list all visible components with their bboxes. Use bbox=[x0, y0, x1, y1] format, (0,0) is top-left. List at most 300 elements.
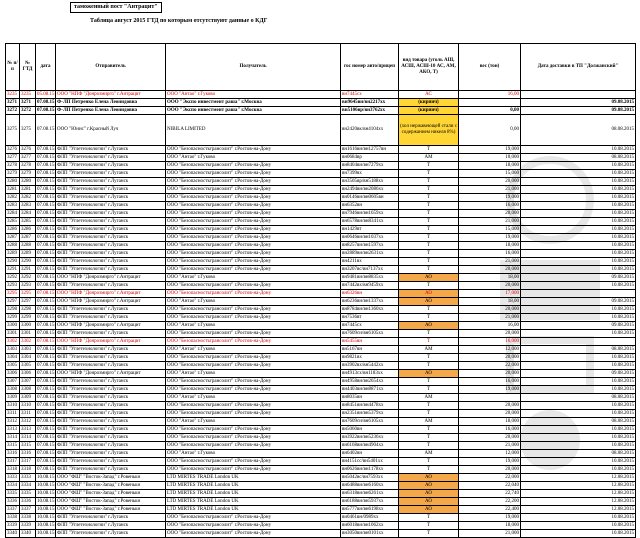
gtd-number: 3305 bbox=[20, 362, 36, 370]
table-row bbox=[6, 378, 636, 386]
table-row bbox=[6, 210, 636, 218]
row-date: 07.08.15 bbox=[37, 274, 55, 280]
cargo-type: Т bbox=[399, 210, 459, 218]
delivery-date: 10.08.2015 bbox=[521, 226, 636, 234]
table-row bbox=[6, 346, 636, 354]
plate-number: вн6578вн/вн8341хх bbox=[341, 218, 399, 226]
plate-number: вн2351вн/вн5379хх bbox=[341, 410, 399, 418]
sender: ФЛП "Углетехнологии" г.Луганск bbox=[56, 314, 166, 322]
delivery-date: 09.08.2015 bbox=[521, 107, 636, 115]
cargo-type: Т bbox=[399, 162, 459, 170]
gtd-number: 3279 bbox=[20, 170, 36, 178]
gtd-number: 3280 bbox=[20, 178, 36, 186]
weight: 19,000 bbox=[459, 458, 521, 466]
cargo-type: Т bbox=[399, 250, 459, 258]
gtd-number: 3283 bbox=[20, 202, 36, 210]
row-num: 3310 bbox=[6, 402, 20, 410]
gtd-number: 3306 bbox=[20, 370, 36, 378]
row-num: 3278 bbox=[6, 162, 20, 170]
table-row bbox=[6, 418, 636, 426]
plate-number: вн5455вн bbox=[341, 338, 399, 346]
gtd-number: 3310 bbox=[20, 402, 36, 410]
row-num: 3298 bbox=[6, 306, 20, 314]
cargo-type: АО bbox=[399, 506, 459, 514]
sender: ФЛП "Углетехнологии" г.Луганск bbox=[56, 306, 166, 314]
row-num: 3272 bbox=[6, 107, 20, 115]
cargo-type: Т bbox=[399, 354, 459, 362]
plate-number: вн6188вн/вн5937хх bbox=[341, 498, 399, 506]
plate-number: вн1616вн/вн12757вн bbox=[341, 146, 399, 154]
gtd-number: 3281 bbox=[20, 186, 36, 194]
plate-number: вн6352вн bbox=[341, 202, 399, 210]
table-row bbox=[6, 402, 636, 410]
weight: 19,000 bbox=[459, 146, 521, 154]
cargo-type: Т bbox=[399, 434, 459, 442]
recipient: ООО "Безопасностьтрансолит" г.Ростов-на-Дону bbox=[166, 210, 341, 218]
cargo-type: Т bbox=[399, 402, 459, 410]
recipient: ООО "Безопасностьтрансолит" г.Ростов-на-Дону bbox=[166, 458, 341, 466]
plate-number: вн6236вн/вн1337хх bbox=[341, 298, 399, 306]
cargo-type: (хол нержавеющей стали с содержанием никеля 8%) bbox=[399, 115, 459, 146]
plate-number: вн0461вн/0989хх bbox=[341, 514, 399, 522]
recipient: ООО "Безопасностьтрансолит" г.Ростов-на-Дону bbox=[166, 162, 341, 170]
row-num: 3300 bbox=[6, 322, 20, 330]
delivery-date: 08.08.2015 bbox=[521, 394, 636, 402]
recipient: ООО "Антао" г.Гуково bbox=[166, 274, 341, 282]
row-num: 3336 bbox=[6, 498, 20, 506]
plate-number: вн5060вн bbox=[341, 426, 399, 434]
recipient: ООО "Безопасностьтрансолит" г.Ростов-на-Дону bbox=[166, 146, 341, 154]
plate-number: вн5042вс/вн7593хх bbox=[341, 474, 399, 482]
recipient: ООО "Антао" г.Гуково bbox=[166, 298, 341, 306]
sender: ФЛП "Углетехнологии" г.Луганск bbox=[56, 186, 166, 194]
weight: 19,000 bbox=[459, 234, 521, 242]
cargo-type: Т bbox=[399, 258, 459, 266]
sender: ФЛП "Углетехнологии" г.Луганск bbox=[56, 266, 166, 274]
plate-number: вн3922вн/вн5236хх bbox=[341, 434, 399, 442]
row-num: 3288 bbox=[6, 242, 20, 250]
weight: 16,000 bbox=[459, 338, 521, 346]
weight: 18,00 bbox=[459, 274, 521, 282]
row-date: 10.08.15 bbox=[37, 482, 55, 488]
table-row bbox=[6, 298, 636, 306]
weight: 16,000 bbox=[459, 426, 521, 434]
sender: ФЛП "Углетехнологии" г.Луганск bbox=[56, 178, 166, 186]
table-row bbox=[6, 506, 636, 514]
gtd-number: 3275 bbox=[20, 115, 36, 146]
weight: 18,00 bbox=[459, 298, 521, 306]
table-row bbox=[6, 442, 636, 450]
recipient: ООО "Антао" г.Гуково bbox=[166, 154, 341, 162]
row-num: 3314 bbox=[6, 434, 20, 442]
delivery-date: 10.08.2015 bbox=[521, 218, 636, 226]
recipient: ООО "Безопасностьтрансолит" г.Ростов-на-Дону bbox=[166, 466, 341, 474]
recipient: ООО "Безопасностьтрансолит" г.Ростов-на-Дону bbox=[166, 170, 341, 178]
row-date: 07.08.15 bbox=[37, 314, 55, 320]
cargo-type: (кирпич) bbox=[399, 107, 459, 115]
plate-number: вн0626вн/вн1178хх bbox=[341, 466, 399, 474]
row-date: 07.08.15 bbox=[37, 162, 55, 168]
sender: ФЛП "Углетехнологии" г.Луганск bbox=[56, 242, 166, 250]
cargo-type: Т bbox=[399, 194, 459, 202]
delivery-date: 10.08.2015 bbox=[521, 186, 636, 194]
row-num: 3333 bbox=[6, 474, 20, 482]
plate-number: вн6488вн/вн6160хх bbox=[341, 482, 399, 490]
delivery-date bbox=[521, 91, 636, 99]
plate-number: вн4913сх/вн1183хх bbox=[341, 370, 399, 378]
table-row bbox=[6, 290, 636, 298]
table-row bbox=[6, 107, 636, 115]
sender: ФЛП "Углетехнологии" г.Луганск bbox=[56, 154, 166, 162]
sender: ФЛП "Углетехнологии" г.Луганск bbox=[56, 346, 166, 354]
delivery-date: 10.08.2015 bbox=[521, 266, 636, 274]
row-date: 07.08.15 bbox=[37, 442, 55, 448]
cargo-type: Т bbox=[399, 386, 459, 394]
gtd-number: 3340 bbox=[20, 530, 36, 538]
row-date: 07.08.15 bbox=[37, 218, 55, 224]
row-date: 07.08.15 bbox=[37, 154, 55, 160]
row-date: 07.08.15 bbox=[37, 466, 55, 472]
gtd-number: 3284 bbox=[20, 210, 36, 218]
table-row bbox=[6, 522, 636, 530]
row-date: 07.08.15 bbox=[37, 234, 55, 240]
plate-number: вн7442вх/вн9459хх bbox=[341, 282, 399, 290]
col-header-sender: Отправитель bbox=[56, 44, 166, 91]
sender: ООО "ФШ" "Восток-Запад" г.Ровеньки bbox=[56, 482, 166, 490]
table-row bbox=[6, 154, 636, 162]
recipient: LTD MIRTES TRADE London UK bbox=[166, 474, 341, 482]
delivery-date: 10.08.2015 bbox=[521, 330, 636, 338]
recipient: ООО "Безопасностьтрансолит" г.Ростов-на-Дону bbox=[166, 338, 341, 346]
plate-number: вн6402вн bbox=[341, 450, 399, 458]
delivery-date: 09.08.2015 bbox=[521, 322, 636, 330]
delivery-date: 12.08.2015 bbox=[521, 506, 636, 514]
cargo-type: Т bbox=[399, 410, 459, 418]
gtd-number: 3303 bbox=[20, 346, 36, 354]
delivery-date: 08.08.2015 bbox=[521, 450, 636, 458]
recipient: LTD MIRTES TRADE London UK bbox=[166, 482, 341, 490]
row-num: 3284 bbox=[6, 210, 20, 218]
delivery-date: 10.08.2015 bbox=[521, 410, 636, 418]
gtd-number: 3298 bbox=[20, 306, 36, 314]
delivery-date: 10.08.2015 bbox=[521, 258, 636, 266]
table-row bbox=[6, 330, 636, 338]
cargo-type: АМ bbox=[399, 450, 459, 458]
row-num: 3299 bbox=[6, 314, 20, 322]
delivery-date: 10.08.2015 bbox=[521, 458, 636, 466]
table-row bbox=[6, 514, 636, 522]
weight: 22,040 bbox=[459, 482, 521, 490]
cargo-type: Т bbox=[399, 186, 459, 194]
gtd-number: 3338 bbox=[20, 514, 36, 522]
delivery-date: 12.08.2015 bbox=[521, 498, 636, 506]
sender: ФЛП "Углетехнологии" г.Луганск bbox=[56, 202, 166, 210]
col-header-delivery: Дата доставки в ТП "Должанский" bbox=[521, 44, 636, 91]
recipient: ООО "Безопасностьтрансолит" г.Ростов-на-Дону bbox=[166, 218, 341, 226]
row-num: 3286 bbox=[6, 226, 20, 234]
plate-number: вн3207вс/вн7137хх bbox=[341, 266, 399, 274]
weight: 20,000 bbox=[459, 306, 521, 314]
gtd-number: 3288 bbox=[20, 242, 36, 250]
cargo-type: АМ bbox=[399, 418, 459, 426]
gtd-number: 3278 bbox=[20, 162, 36, 170]
delivery-date: 10.08.2015 bbox=[521, 314, 636, 322]
cargo-type: АО bbox=[399, 474, 459, 482]
delivery-date: 10.08.2015 bbox=[521, 234, 636, 242]
gtd-number: 3299 bbox=[20, 314, 36, 322]
table-row bbox=[6, 362, 636, 370]
sender: ООО "ФШ" "Восток-Запад" г.Ровеньки bbox=[56, 506, 166, 514]
table-row bbox=[6, 242, 636, 250]
delivery-date: 10.08.2015 bbox=[521, 378, 636, 386]
sender: ФЛП "Углетехнологии" г.Луганск bbox=[56, 330, 166, 338]
gtd-number: 3293 bbox=[20, 282, 36, 290]
gtd-number: 3300 bbox=[20, 322, 36, 330]
table-row bbox=[6, 282, 636, 290]
table-row bbox=[6, 386, 636, 394]
sender: ООО "Юнис" г.Красный Луч bbox=[56, 115, 166, 146]
plate-number: вн9821вх bbox=[341, 354, 399, 362]
sender: ФЛП "Углетехнологии" г.Луганск bbox=[56, 466, 166, 474]
row-num: 3340 bbox=[6, 530, 20, 538]
row-num: 3305 bbox=[6, 362, 20, 370]
delivery-date: 10.08.2015 bbox=[521, 202, 636, 210]
cargo-type: Т bbox=[399, 170, 459, 178]
recipient: ООО "Экспо инвестмент раша" г.Москва bbox=[166, 99, 341, 107]
plate-number: вн3050вн/вн0101хх bbox=[341, 530, 399, 538]
row-date: 07.08.15 bbox=[37, 258, 55, 264]
row-num: 3280 bbox=[6, 178, 20, 186]
recipient: LTD MIRTES TRADE London UK bbox=[166, 506, 341, 514]
cargo-type: Т bbox=[399, 242, 459, 250]
row-num: 3293 bbox=[6, 282, 20, 290]
weight: 19,000 bbox=[459, 194, 521, 202]
recipient: ООО "Безопасностьтрансолит" г.Ростов-на-Дону bbox=[166, 514, 341, 522]
recipient: ООО "Безопасностьтрансолит" г.Ростов-на-Дону bbox=[166, 186, 341, 194]
sender: ФЛП "Углетехнологии" г.Луганск bbox=[56, 226, 166, 234]
cargo-type: АМ bbox=[399, 346, 459, 354]
recipient: ООО "Безопасностьтрансолит" г.Ростов-на-Дону bbox=[166, 434, 341, 442]
table-row bbox=[6, 162, 636, 170]
row-num: 3334 bbox=[6, 482, 20, 490]
row-num: 3276 bbox=[6, 146, 20, 154]
sender: ФЛП "Углетехнологии" г.Луганск bbox=[56, 530, 166, 538]
table-row bbox=[6, 306, 636, 314]
recipient: ООО "Безопасностьтрансолит" г.Ростов-на-Дону bbox=[166, 362, 341, 370]
delivery-date: 10.08.2015 bbox=[521, 146, 636, 154]
table-header-row bbox=[6, 44, 636, 91]
table-row bbox=[6, 258, 636, 266]
sender: ООО "НПФ "Донрозмирго" г.Антрацит bbox=[56, 298, 166, 306]
cargo-type: АО bbox=[399, 498, 459, 506]
weight: 18,000 bbox=[459, 522, 521, 530]
table-row bbox=[6, 266, 636, 274]
delivery-date: 09.08.2015 bbox=[521, 298, 636, 306]
row-num: 3285 bbox=[6, 218, 20, 226]
delivery-date: 10.08.2015 bbox=[521, 466, 636, 474]
weight: 16,00 bbox=[459, 91, 521, 99]
plate-number: вн1429вт bbox=[341, 226, 399, 234]
weight: 20,000 bbox=[459, 266, 521, 274]
delivery-date: 09.08.2015 bbox=[521, 99, 636, 107]
recipient: LTD MIRTES TRADE London UK bbox=[166, 490, 341, 498]
cargo-type: (кирпич) bbox=[399, 99, 459, 107]
weight bbox=[459, 99, 521, 107]
cargo-type: Т bbox=[399, 378, 459, 386]
recipient: ООО "Безопасностьтрансолит" г.Ростов-на-Дону bbox=[166, 202, 341, 210]
row-num: 3279 bbox=[6, 170, 20, 178]
recipient: ООО "Антао" г.Гуково bbox=[166, 394, 341, 402]
col-header-plate: гос номер авто/прицеп bbox=[341, 44, 399, 91]
delivery-date: 08.08.2015 bbox=[521, 154, 636, 162]
row-num: 3277 bbox=[6, 154, 20, 162]
row-num: 3315 bbox=[6, 442, 20, 450]
plate-number: вн7445сх bbox=[341, 91, 399, 99]
plate-number: вн5777вн/вн6198хх bbox=[341, 506, 399, 514]
cargo-type: Т bbox=[399, 426, 459, 434]
cargo-type: АО bbox=[399, 290, 459, 298]
row-date: 07.08.15 bbox=[37, 266, 55, 272]
cargo-type: АС bbox=[399, 91, 459, 99]
row-num: 3311 bbox=[6, 410, 20, 418]
gtd-number: 3308 bbox=[20, 386, 36, 394]
sender: ФЛП "Углетехнологии" г.Луганск bbox=[56, 258, 166, 266]
row-date: 07.08.15 bbox=[37, 386, 55, 392]
table-row bbox=[6, 490, 636, 498]
delivery-date: 10.08.2015 bbox=[521, 210, 636, 218]
table-row bbox=[6, 354, 636, 362]
table-row bbox=[6, 202, 636, 210]
weight: 22,740 bbox=[459, 490, 521, 498]
recipient: ООО "Безопасностьтрансолит" г.Ростов-на-Дону bbox=[166, 530, 341, 538]
delivery-date: 12.08.2015 bbox=[521, 490, 636, 498]
cargo-type: АО bbox=[399, 370, 459, 378]
customs-post-label: таможенный пост "Антрацит" bbox=[70, 2, 162, 13]
cargo-type: Т bbox=[399, 314, 459, 322]
recipient: ООО "Безопасностьтрансолит" г.Ростов-на-Дону bbox=[166, 178, 341, 186]
row-num: 3292 bbox=[6, 274, 20, 282]
sender: ФЛП "Углетехнологии" г.Луганск bbox=[56, 410, 166, 418]
cargo-type: Т bbox=[399, 330, 459, 338]
weight: 20,000 bbox=[459, 178, 521, 186]
weight: 21,000 bbox=[459, 258, 521, 266]
plate-number: вн0646вн/вн1037хх bbox=[341, 234, 399, 242]
row-date: 07.08.15 bbox=[37, 394, 55, 400]
row-num: 3338 bbox=[6, 514, 20, 522]
table-row bbox=[6, 91, 636, 99]
gtd-number: 3272 bbox=[20, 107, 36, 115]
weight: 21,000 bbox=[459, 218, 521, 226]
row-num: 3316 bbox=[6, 450, 20, 458]
gtd-number: 3318 bbox=[20, 466, 36, 474]
cargo-type: АО bbox=[399, 298, 459, 306]
plate-number: вн8404вн/вн7279хх bbox=[341, 162, 399, 170]
table-row bbox=[6, 338, 636, 346]
recipient: ООО "Антао" г.Гуково bbox=[166, 322, 341, 330]
sender: ФЛП "Углетехнологии" г.Луганск bbox=[56, 362, 166, 370]
gtd-number: 3311 bbox=[20, 410, 36, 418]
cargo-type: Т bbox=[399, 306, 459, 314]
row-num: 3312 bbox=[6, 418, 20, 426]
row-date: 07.08.15 bbox=[37, 226, 55, 232]
row-num: 3308 bbox=[6, 386, 20, 394]
plate-number: вн4211вх bbox=[341, 258, 399, 266]
weight: 10,000 bbox=[459, 154, 521, 162]
weight: 22,200 bbox=[459, 498, 521, 506]
weight: 15,000 bbox=[459, 170, 521, 178]
plate-number: вн6168вн/вн4904хх bbox=[341, 442, 399, 450]
gtd-number: 3339 bbox=[20, 522, 36, 530]
gtd-number: 3315 bbox=[20, 442, 36, 450]
recipient: ООО "Безопасностьтрансолит" г.Ростов-на-Дону bbox=[166, 266, 341, 274]
row-num: 3283 bbox=[6, 202, 20, 210]
row-date: 07.08.15 bbox=[36, 115, 56, 146]
row-date: 07.08.15 bbox=[37, 210, 55, 216]
recipient: ООО "Безопасностьтрансолит" г.Ростов-на-Дону bbox=[166, 410, 341, 418]
sender: ФЛП "Углетехнологии" г.Луганск bbox=[56, 194, 166, 202]
weight: 0,00 bbox=[459, 115, 521, 146]
weight: 21,000 bbox=[459, 186, 521, 194]
plate-number: вн2494вн/вн2086хх bbox=[341, 186, 399, 194]
delivery-date: 10.08.2015 bbox=[521, 402, 636, 410]
table-row bbox=[6, 170, 636, 178]
delivery-date: 10.08.2015 bbox=[521, 170, 636, 178]
gtd-number: 3337 bbox=[20, 506, 36, 514]
plate-number: вн6018вн/вн1062хх bbox=[341, 522, 399, 530]
recipient: ООО "Антао" г.Гуково bbox=[166, 91, 341, 99]
col-header-num: № п/п bbox=[6, 44, 20, 91]
plate-number: вн8784вн/вн1360хх bbox=[341, 306, 399, 314]
gtd-number: 3285 bbox=[20, 218, 36, 226]
table-row bbox=[6, 226, 636, 234]
plate-number: вн3902вх/вн5442хх bbox=[341, 362, 399, 370]
table-row bbox=[6, 146, 636, 154]
recipient: ООО "Безопасностьтрансолит" г.Ростов-на-Дону bbox=[166, 242, 341, 250]
table-row bbox=[6, 450, 636, 458]
row-num: 3307 bbox=[6, 378, 20, 386]
table-row bbox=[6, 250, 636, 258]
sender: Ф-ЛП Петренко Елена Леонидовна bbox=[56, 99, 166, 107]
gtd-number: 3277 bbox=[20, 154, 36, 162]
row-date: 07.08.15 bbox=[37, 378, 55, 384]
weight: 16,000 bbox=[459, 250, 521, 258]
weight: 17,000 bbox=[459, 290, 521, 298]
row-date: 07.08.15 bbox=[37, 370, 55, 376]
recipient: ООО "Безопасностьтрансолит" г.Ростов-на-Дону bbox=[166, 234, 341, 242]
delivery-date: 10.08.2015 bbox=[521, 242, 636, 250]
weight: 20,000 bbox=[459, 330, 521, 338]
sender: ФЛП "Углетехнологии" г.Луганск bbox=[56, 378, 166, 386]
cargo-type: Т bbox=[399, 282, 459, 290]
table-row bbox=[6, 314, 636, 322]
kdg-table bbox=[5, 43, 636, 538]
delivery-date: 09.08.2015 bbox=[521, 370, 636, 378]
sender: ФЛП "Углетехнологии" г.Луганск bbox=[56, 426, 166, 434]
plate-number: вн2420вк/вн4104хх bbox=[341, 115, 399, 146]
delivery-date: 10.08.2015 bbox=[521, 442, 636, 450]
delivery-date bbox=[521, 338, 636, 346]
table-row bbox=[6, 482, 636, 490]
gtd-number: 3314 bbox=[20, 434, 36, 442]
table-row bbox=[6, 530, 636, 538]
recipient: ООО "Безопасностьтрансолит" г.Ростов-на-Дону bbox=[166, 522, 341, 530]
row-date: 07.08.15 bbox=[37, 426, 55, 432]
plate-number: вн5167вн bbox=[341, 346, 399, 354]
delivery-date: 10.08.2015 bbox=[521, 306, 636, 314]
gtd-number: 3286 bbox=[20, 226, 36, 234]
row-num: 3287 bbox=[6, 234, 20, 242]
plate-number: вн4958вн/вн2654хх bbox=[341, 378, 399, 386]
